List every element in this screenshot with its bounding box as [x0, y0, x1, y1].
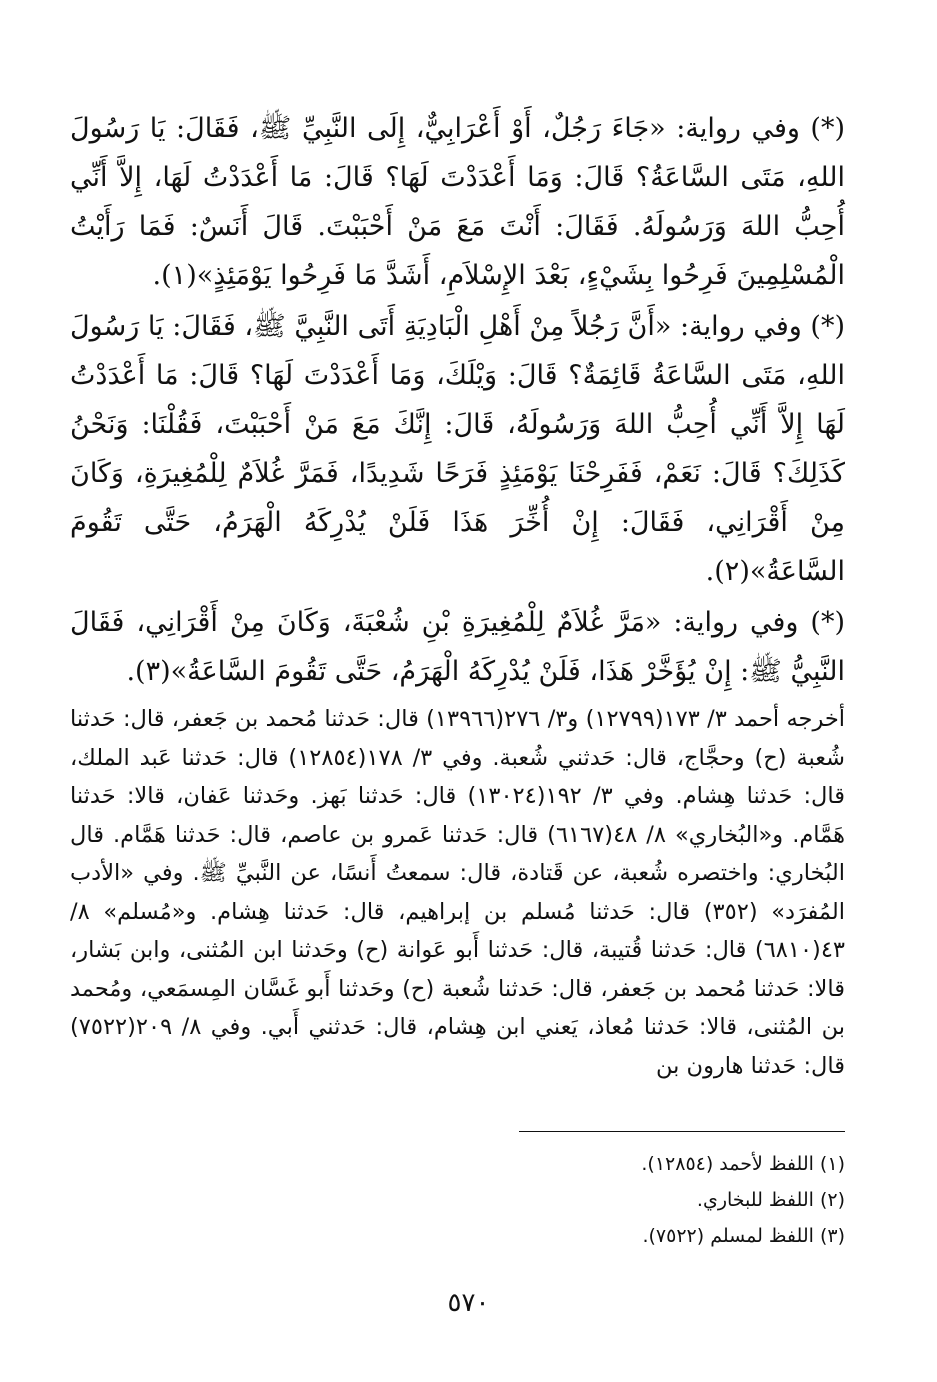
footnotes	[70, 1146, 845, 1254]
takhrij-paragraph: أخرجه أحمد ٣/ ١٧٣(١٢٧٩٩) و٣/ ٢٧٦(١٣٩٦٦) قال: حَدثنا مُحمد بن جَعفر، قال: حَدثنا شُعبة (ح) وحجَّاج، قال: حَدثني شُعبة. وفي ٣/ ١٧٨(١٢٨٥٤) قال: حَدثنا عَبد الملك، قال: حَدثنا هِشام. وفي ٣/ ١٩٢(١٣٠٢٤) قال: حَدثنا بَهز. وحَدثنا عَفان، قالا: حَدثنا هَمَّام. و«البُخاري» ٨/ ٤٨(٦١٦٧) قال: حَدثنا عَمرو بن عاصم، قال: حَدثنا هَمَّام. قال البُخاري: واختصره شُعبة، عن قَتادة، قال: سمعتُ أَنسًا، عن النَّبيِّ ﷺ. وفي «الأدب المُفرَد» (٣٥٢) قال: حَدثنا مُسلم بن إبراهيم، قال: حَدثنا هِشام. و«مُسلم» ٨/ ٤٣(٦٨١٠) قال: حَدثنا قُتيبة، قال: حَدثنا أَبو عَوانة (ح) وحَدثنا ابن المُثنى، وابن بَشار، قالا: حَدثنا مُحمد بن جَعفر، قال: حَدثنا شُعبة (ح) وحَدثنا أَبو غَسَّان المِسمَعي، ومُحمد بن المُثنى، قالا: حَدثنا مُعاذ، يَعني ابن هِشام، قال: حَدثني أَبي. وفي ٨/ ٢٠٩(٧٥٢٢) قال: حَدثنا هارون بن	[70, 706, 846, 1079]
page-number: ٥٧٠	[447, 1288, 490, 1318]
footnote-2: (٢) اللفظ للبخاري.	[696, 1189, 845, 1211]
footnote-divider	[519, 1131, 845, 1132]
hadith-paragraph-3: (*) وفي رواية: «مَرَّ غُلاَمٌ لِلْمُغِيرَةِ بْنِ شُعْبَةَ، وَكَانَ مِنْ أَقْرَانِي، فَقَالَ النَّبِيُّ ﷺ: إِنْ يُؤَخَّرْ هَذَا، فَلَنْ يُدْرِكَهُ الْهَرَمُ، حَتَّى تَقُومَ السَّاعَةُ»(٣).	[70, 607, 845, 687]
hadith-paragraph-2: (*) وفي رواية: «أَنَّ رَجُلاً مِنْ أَهْلِ الْبَادِيَةِ أَتَى النَّبِيَّ ﷺ، فَقَالَ: يَا رَسُولَ اللهِ، مَتَى السَّاعَةُ قَائِمَةٌ؟ قَالَ: وَيْلَكَ، وَمَا أَعْدَدْتَ لَهَا؟ قَالَ: مَا أَعْدَدْتُ لَهَا إِلاَّ أَنِّي أُحِبُّ اللهَ وَرَسُولَهُ، قَالَ: إِنَّكَ مَعَ مَنْ أَحْبَبْتَ، فَقُلْنَا: وَنَحْنُ كَذَلِكَ؟ قَالَ: نَعَمْ، فَفَرِحْنَا يَوْمَئِذٍ فَرَحًا شَدِيدًا، فَمَرَّ غُلاَمٌ لِلْمُغِيرَةِ، وَكَانَ مِنْ أَقْرَانِي، فَقَالَ: إِنْ أُخِّرَ هَذَا فَلَنْ يُدْرِكَهُ الْهَرَمُ، حَتَّى تَقُومَ السَّاعَةُ»(٢).	[70, 311, 845, 587]
footnote-1: (١) اللفظ لأحمد (١٢٨٥٤).	[641, 1153, 845, 1175]
footnote-3: (٣) اللفظ لمسلم (٧٥٢٢).	[642, 1225, 845, 1247]
hadith-paragraph-1: (*) وفي رواية: «جَاءَ رَجُلٌ، أَوْ أَعْرَابِيٌّ، إِلَى النَّبِيِّ ﷺ، فَقَالَ: يَا رَسُولَ اللهِ، مَتَى السَّاعَةُ؟ قَالَ: وَمَا أَعْدَدْتَ لَهَا؟ قَالَ: مَا أَعْدَدْتُ لَهَا، إِلاَّ أَنِّي أُحِبُّ اللهَ وَرَسُولَهُ. فَقَالَ: أَنْتَ مَعَ مَنْ أَحْبَبْتَ. قَالَ أَنَسٌ: فَمَا رَأَيْتُ الْمُسْلِمِينَ فَرِحُوا بِشَيْءٍ، بَعْدَ الإِسْلاَمِ، أَشَدَّ مَا فَرِحُوا يَوْمَئِذٍ»(١).	[70, 113, 845, 291]
